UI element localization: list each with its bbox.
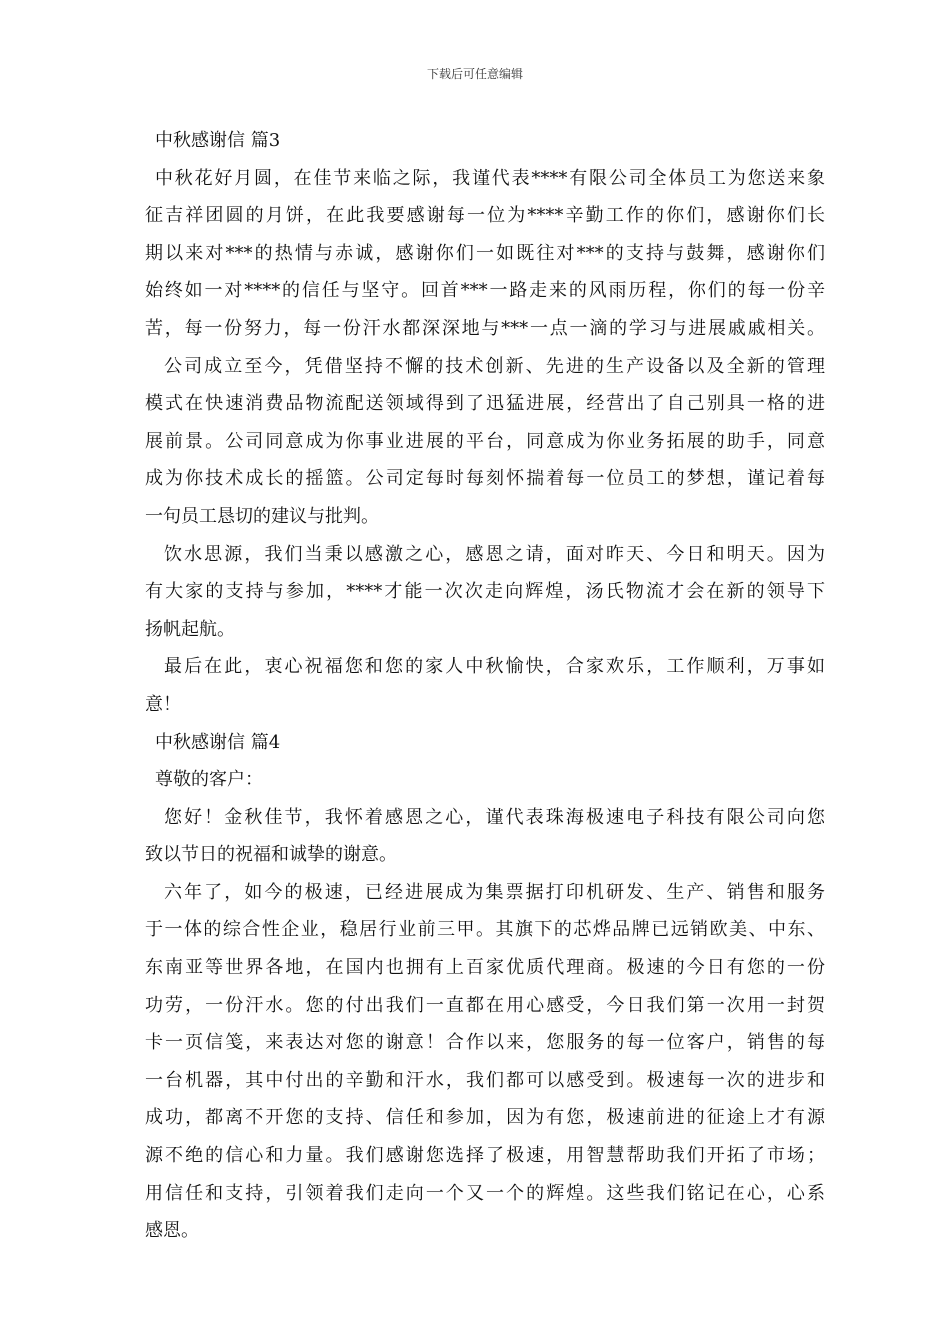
paragraph-line: 东南亚等世界各地，在国内也拥有上百家优质代理商。极速的今日有您的一份: [145, 957, 825, 979]
paragraph-line: 有大家的支持与参加，****才能一次次走向辉煌，汤氏物流才会在新的领导下: [145, 581, 825, 603]
section-title: 中秋感谢信 篇3: [155, 130, 281, 151]
section-title: 中秋感谢信 篇4: [155, 731, 281, 753]
paragraph-line: 饮水思源，我们当秉以感激之心，感恩之请，面对昨天、今日和明天。因为: [164, 543, 825, 565]
paragraph-line: 您好！金秋佳节，我怀着感恩之心，谨代表珠海极速电子科技有限公司向您: [164, 806, 825, 828]
paragraph-line: 模式在快速消费品物流配送领域得到了迅猛进展，经营出了自己别具一格的进: [145, 393, 825, 415]
page-header: 下载后可任意编辑: [426, 67, 523, 81]
paragraph-line: 始终如一对****的信任与坚守。回首***一路走来的风雨历程，你们的每一份辛: [145, 280, 825, 302]
paragraph-line: 功劳，一份汗水。您的付出我们一直都在用心感受，今日我们第一次用一封贺: [145, 994, 825, 1016]
paragraph-line: 成为你技术成长的摇篮。公司定每时每刻怀揣着每一位员工的梦想，谨记着每: [145, 468, 825, 490]
paragraph-line: 公司成立至今，凭借坚持不懈的技术创新、先进的生产设备以及全新的管理: [164, 355, 825, 377]
paragraph-line: 苦，每一份努力，每一份汗水都深深地与***一点一滴的学习与进展戚戚相关。: [145, 317, 825, 339]
paragraph-line: 源不绝的信心和力量。我们感谢您选择了极速，用智慧帮助我们开拓了市场；: [145, 1145, 825, 1167]
paragraph-line: 用信任和支持，引领着我们走向一个又一个的辉煌。这些我们铭记在心，心系: [145, 1182, 825, 1204]
paragraph-line: 感恩。: [145, 1220, 199, 1242]
paragraph-line: 最后在此，衷心祝福您和您的家人中秋愉快，合家欢乐，工作顺利，万事如: [164, 656, 825, 678]
paragraph-line: 中秋花好月圆，在佳节来临之际，我谨代表****有限公司全体员工为您送来象: [155, 167, 825, 189]
salutation: 尊敬的客户：: [155, 769, 263, 791]
paragraph-line: 期以来对***的热情与赤诚，感谢你们一如既往对***的支持与鼓舞，感谢你们: [145, 242, 825, 264]
paragraph-line: 扬帆起航。: [145, 618, 235, 640]
paragraph-line: 卡一页信笺，来表达对您的谢意！合作以来，您服务的每一位客户，销售的每: [145, 1032, 825, 1054]
paragraph-line: 于一体的综合性企业，稳居行业前三甲。其旗下的芯烨品牌已远销欧美、中东、: [145, 919, 825, 941]
paragraph-line: 致以节日的祝福和诚挚的谢意。: [145, 844, 397, 866]
paragraph-line: 意！: [145, 693, 181, 715]
paragraph-line: 六年了，如今的极速，已经进展成为集票据打印机研发、生产、销售和服务: [164, 881, 825, 903]
paragraph-line: 一句员工恳切的建议与批判。: [145, 505, 379, 527]
paragraph-line: 展前景。公司同意成为你事业进展的平台，同意成为你业务拓展的助手，同意: [145, 430, 825, 452]
paragraph-line: 一台机器，其中付出的辛勤和汗水，我们都可以感受到。极速每一次的进步和: [145, 1069, 825, 1091]
paragraph-line: 成功，都离不开您的支持、信任和参加，因为有您，极速前进的征途上才有源: [145, 1107, 825, 1129]
document-body: [145, 122, 825, 1250]
paragraph-line: 征吉祥团圆的月饼，在此我要感谢每一位为****辛勤工作的你们，感谢你们长: [145, 205, 825, 227]
